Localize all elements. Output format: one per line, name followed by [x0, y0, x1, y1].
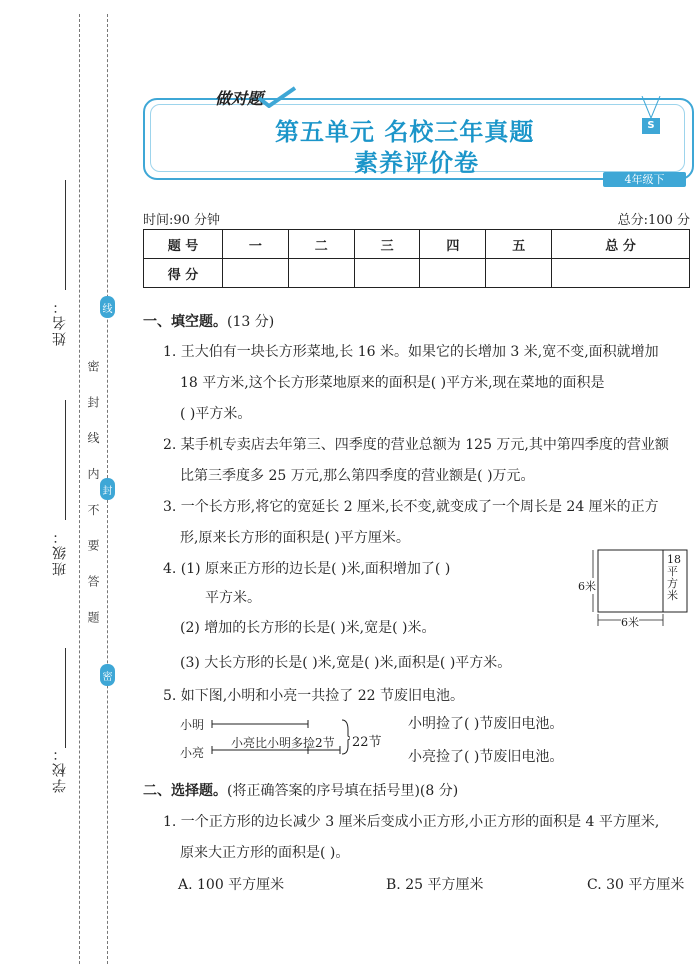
score-table-row: [144, 259, 690, 288]
score-col-3: 三: [354, 230, 420, 259]
q5-diagram-total: 22节: [352, 735, 382, 750]
score-col-1: 一: [223, 230, 289, 259]
s2-q1-line1: 1. 一个正方形的边长减少 3 厘米后变成小正方形,小正方形的面积是 4 平方厘米,: [163, 814, 660, 830]
time-limit: 时间:90 分钟: [143, 213, 221, 228]
s2-q1-line2: 原来大正方形的面积是( )。: [180, 845, 350, 861]
seal-feng: 封: [100, 478, 115, 500]
score-row-label: 得 分: [144, 259, 223, 288]
score-col-5: 五: [486, 230, 552, 259]
section2-title: 二、选择题。: [143, 783, 227, 799]
seal-xian: 线: [100, 296, 115, 318]
q1-line2: 18 平方米,这个长方形菜地原来的面积是( )平方米,现在菜地的面积是: [180, 375, 605, 391]
q5-answer-liang: 小亮捡了( )节废旧电池。: [408, 749, 564, 765]
q2-line2: 比第三季度多 25 万元,那么第四季度的营业额是( )万元。: [180, 468, 535, 484]
section2-heading: [143, 780, 458, 800]
score-cell[interactable]: [288, 259, 354, 288]
section1-title: 一、填空题。: [143, 314, 227, 330]
score-col-4: 四: [420, 230, 486, 259]
class-label: 班级：: [52, 528, 68, 576]
q4-line2: 平方米。: [205, 590, 261, 606]
diagram-area-label: 18平方米: [667, 553, 681, 602]
grade-label: 4年级下: [603, 172, 686, 187]
hanger-icon: [640, 96, 662, 120]
score-cell[interactable]: [486, 259, 552, 288]
q3-line2: 形,原来长方形的面积是( )平方厘米。: [180, 530, 410, 546]
score-cell[interactable]: [354, 259, 420, 288]
score-table-header-row: [144, 230, 690, 259]
diagram-side-label: 6米: [578, 580, 596, 593]
page-title: 第五单元 名校三年真题: [275, 118, 535, 146]
total-score: 总分:100 分: [617, 213, 690, 228]
name-label: 姓名：: [52, 298, 68, 346]
section2-points: (将正确答案的序号填在括号里)(8 分): [227, 783, 459, 799]
score-cell[interactable]: [552, 259, 690, 288]
option-a[interactable]: A. 100 平方厘米: [178, 877, 285, 893]
q1-line3: ( )平方米。: [180, 406, 252, 422]
option-c[interactable]: C. 30 平方厘米: [587, 877, 685, 893]
school-underline: [65, 648, 66, 748]
binding-line-outer: [79, 14, 80, 964]
name-underline: [65, 180, 66, 290]
q4-line1: 4. (1) 原来正方形的边长是( )米,面积增加了( ): [163, 561, 451, 577]
score-table: [143, 229, 690, 288]
score-cell[interactable]: [420, 259, 486, 288]
check-mark-icon: [257, 86, 297, 108]
score-col-2: 二: [288, 230, 354, 259]
q4-line4: (3) 大长方形的长是( )米,宽是( )米,面积是( )平方米。: [180, 655, 512, 671]
class-underline: [65, 400, 66, 520]
page-subtitle: 素养评价卷: [354, 149, 479, 177]
q2-line1: 2. 某手机专卖店去年第三、四季度的营业总额为 125 万元,其中第四季度的营业额: [163, 437, 669, 453]
q5-label-liang: 小亮: [180, 746, 205, 760]
school-label: 学校：: [52, 745, 68, 793]
q1-line1: 1. 王大伯有一块长方形菜地,长 16 米。如果它的长增加 3 米,宽不变,面积就增加: [163, 344, 659, 360]
q4-line3: (2) 增加的长方形的长是( )米,宽是( )米。: [180, 620, 436, 636]
option-b[interactable]: B. 25 平方厘米: [386, 877, 484, 893]
q3-line1: 3. 一个长方形,将它的宽延长 2 厘米,长不变,就变成了一个周长是 24 厘米的正方: [163, 499, 659, 515]
brand-tag: 做对题: [215, 89, 264, 108]
seal-mi: 密: [100, 664, 115, 686]
q5-answer-ming: 小明捡了( )节废旧电池。: [408, 716, 564, 732]
q5-label-ming: 小明: [180, 718, 205, 732]
diagram-bottom-label: 6米: [621, 616, 639, 629]
section1-heading: [143, 311, 274, 331]
q5-diagram-more: 小亮比小明多捡2节: [231, 736, 335, 750]
q5-line1: 5. 如下图,小明和小亮一共捡了 22 节废旧电池。: [163, 688, 464, 704]
score-col-label: 题 号: [144, 230, 223, 259]
section1-points: (13 分): [227, 314, 275, 330]
score-cell[interactable]: [223, 259, 289, 288]
badge: S: [642, 118, 660, 134]
seal-warning: 密 封 线 内 不 要 答 题: [86, 360, 100, 633]
score-col-total: 总 分: [552, 230, 690, 259]
